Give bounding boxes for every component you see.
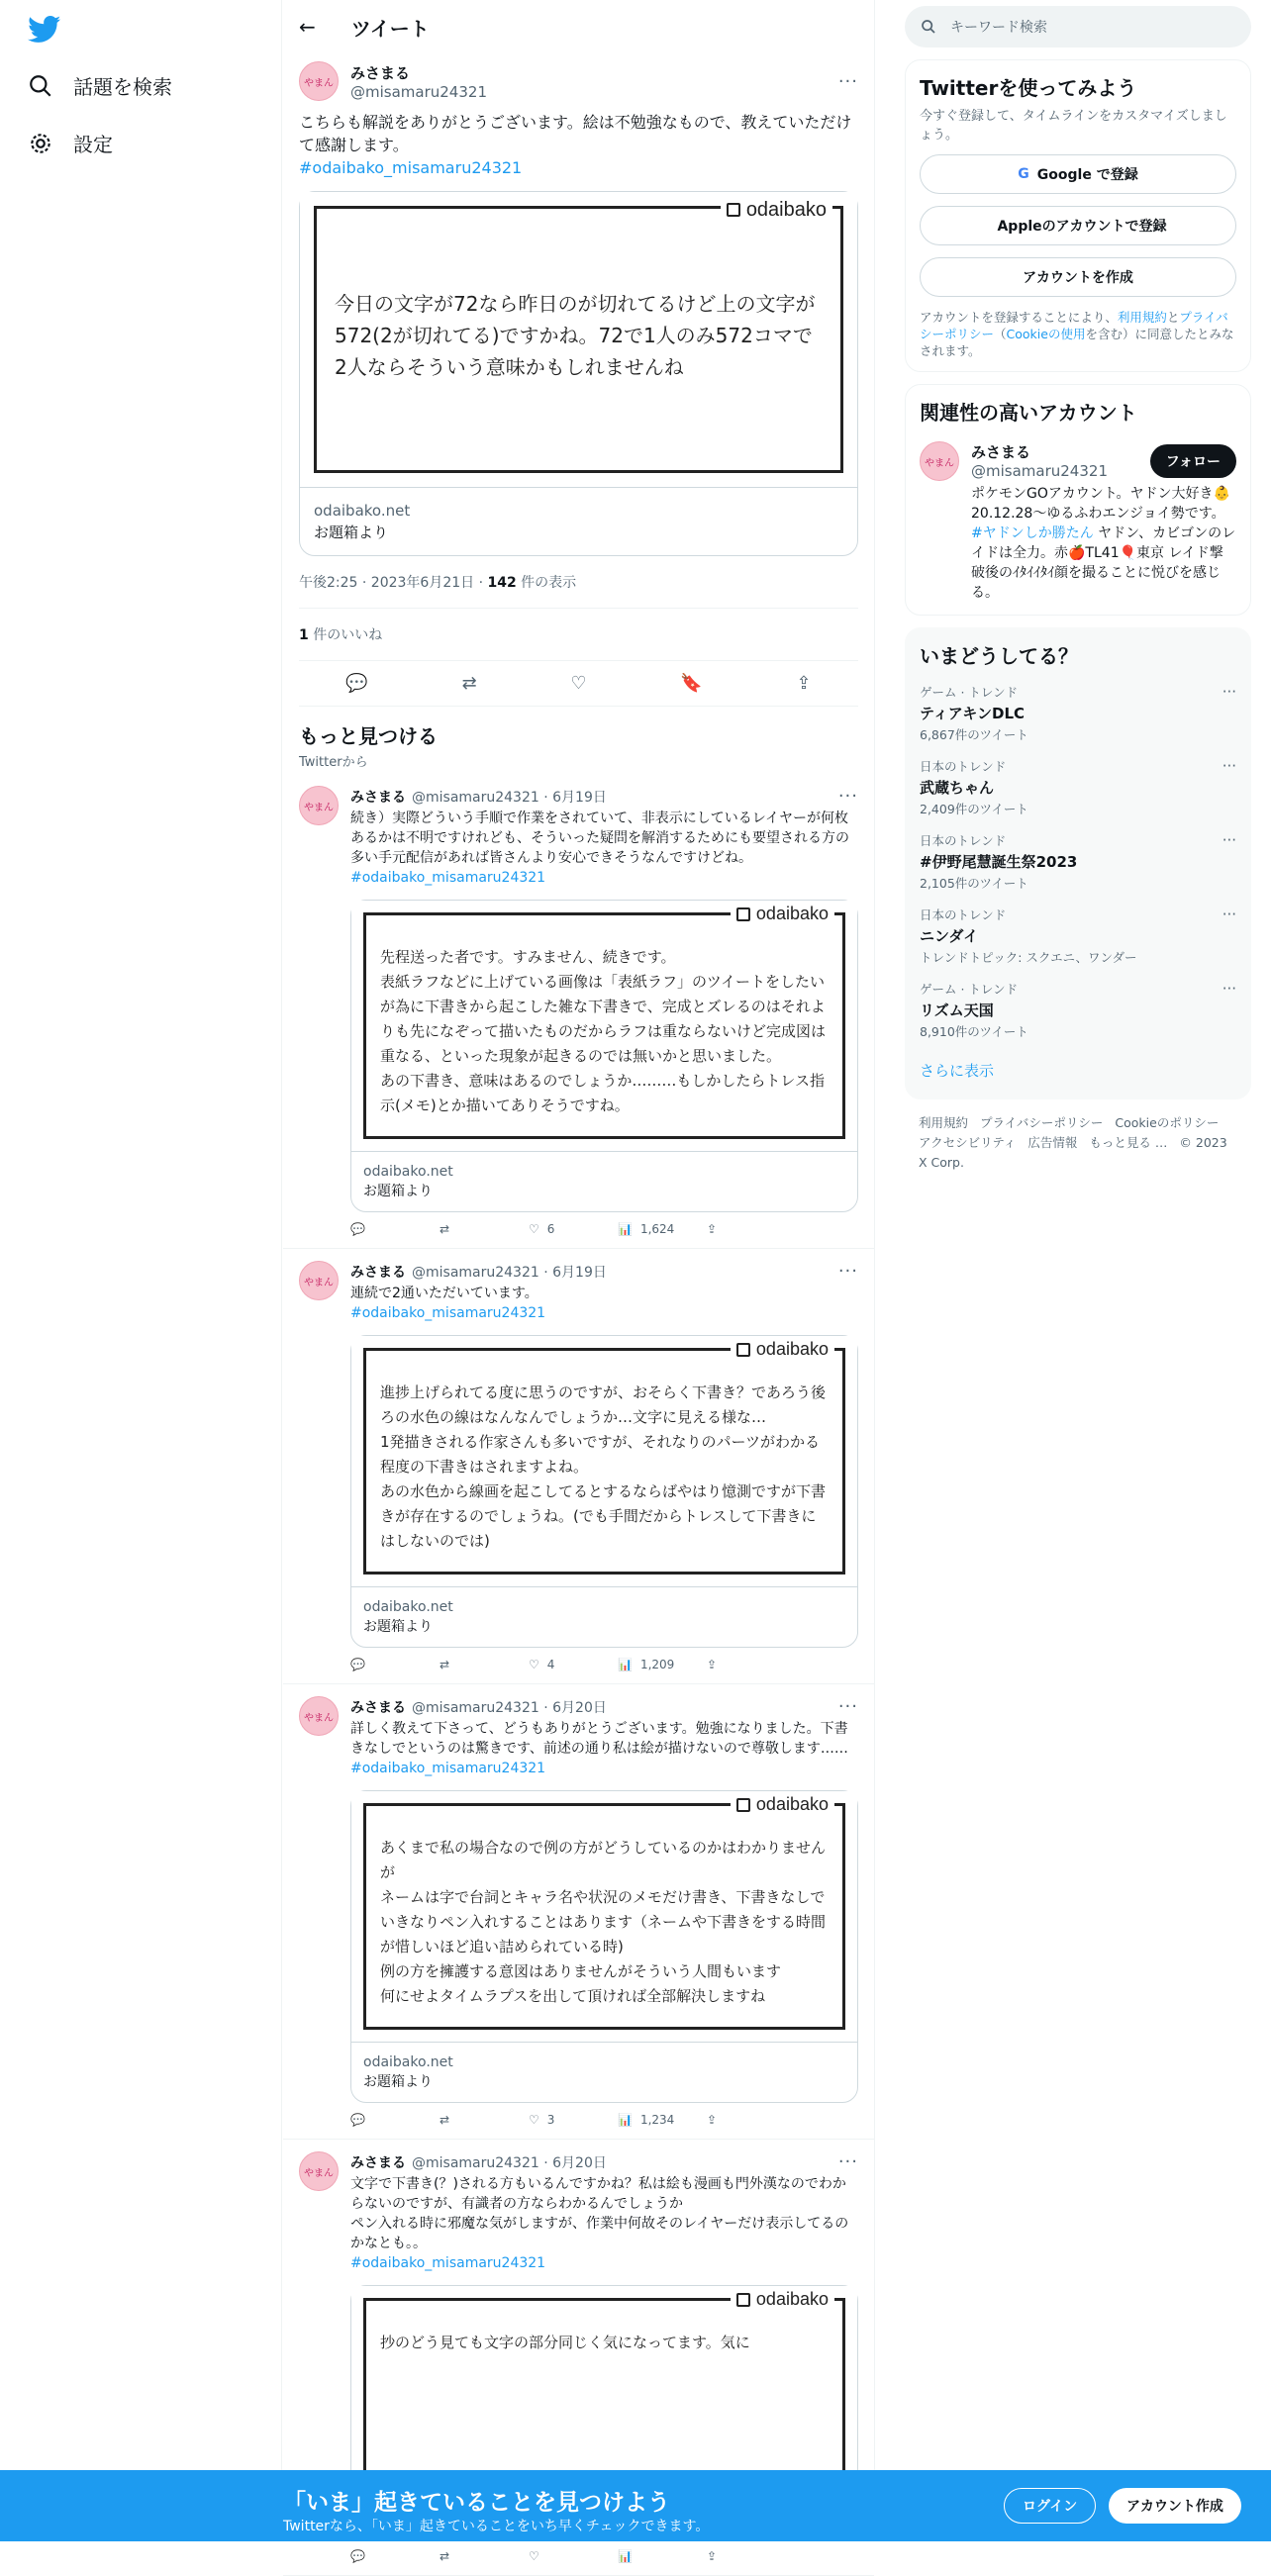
more-options-icon[interactable]: ···: [1222, 980, 1236, 998]
search-icon: [28, 73, 53, 99]
related-title: 関連性の高いアカウント: [920, 401, 1137, 425]
follow-button[interactable]: フォロー: [1150, 444, 1236, 478]
trend-name: #伊野尾慧誕生祭2023: [920, 853, 1078, 871]
like-count: 3: [546, 2113, 555, 2127]
trends-panel: [905, 627, 1251, 1099]
card-text: 先程送った者です。すみません、続きです。 表紙ラフなどに上げている画像は「表紙ラフ」のツイートをしたいが為に下書きから起こした雑な下書きで、完成とズレるのはそれよりも先になぞって描いたものだからラフは重ならないけど完成図は重なる、といった現象が起きるのでは無いかと思いました。 あの下書き、意味はあるのでしょうか………もしかしたらトレス指示(メモ)とか描いてありそうですね。: [380, 948, 827, 1114]
bio-part-2: ヤドン、カビゴンのレイドは全力。赤🍎TL41🎈東京 レイド撃破後のｲﾀｲｲﾀｲ顔を撮ることに悦びを感じる。: [971, 525, 1236, 601]
reply-button[interactable]: [350, 2113, 440, 2127]
tweet-body: 続き）実際どういう手順で作業をされていて、非表示にしているレイヤーが何枚あるかは不明ですけれども、そういった疑問を解消するためにも要望される方の多い手元配信があれば皆さんより安心できそうなんですけどね。: [350, 811, 849, 866]
more-options-icon[interactable]: ···: [1222, 757, 1236, 775]
card-title: お題箱より: [363, 1619, 433, 1635]
tweet-text: [350, 1719, 858, 1778]
odaibako-logo: [731, 1337, 834, 1362]
odaibako-logo-text: odaibako: [755, 2289, 829, 2309]
trend-name: ニンダイ: [920, 927, 979, 945]
google-signup-label: Google で登録: [1036, 167, 1138, 183]
like-count: 6: [546, 1222, 555, 1236]
retweet-button[interactable]: [440, 1658, 529, 1671]
share-icon: ⇪: [707, 1222, 718, 1236]
apple-signup-button[interactable]: [920, 206, 1236, 245]
show-more-link[interactable]: さらに表示: [920, 1062, 995, 1080]
like-icon[interactable]: ♡: [570, 673, 587, 694]
rel-bio: [971, 484, 1236, 603]
trend-item[interactable]: [920, 683, 1236, 743]
main-column: [283, 0, 875, 2563]
card-text: 今日の文字が72なら昨日のが切れてるけど上の文字が572(2が切れてる)ですかね。72で1人のみ572コマで2人ならそういう意味かもしれませんね: [335, 292, 816, 379]
card-domain: odaibako.net: [363, 1599, 453, 1615]
odaibako-logo: [731, 2287, 834, 2312]
author-name[interactable]: みさまる: [350, 1264, 406, 1281]
trend-name: ティアキンDLC: [920, 705, 1026, 722]
card-domain: odaibako.net: [363, 2054, 453, 2070]
timeline-tweet[interactable]: [283, 774, 874, 1249]
more-options-icon[interactable]: ···: [837, 1261, 858, 1282]
footer-link[interactable]: もっと見る …: [1089, 1135, 1168, 1150]
like-button[interactable]: [529, 2549, 618, 2563]
right-sidebar: [905, 0, 1251, 1187]
more-options-icon[interactable]: ···: [1222, 906, 1236, 923]
author-name[interactable]: みさまる: [350, 63, 411, 82]
legal-part-1: アカウントを登録することにより、: [920, 310, 1118, 325]
avatar[interactable]: やまん: [920, 441, 959, 481]
share-button[interactable]: [707, 1658, 796, 1671]
more-options-icon[interactable]: ···: [837, 2151, 858, 2172]
footer-link[interactable]: プライバシーポリシー: [980, 1115, 1104, 1130]
timeline-tweet[interactable]: [283, 1684, 874, 2140]
page-title: ツイート: [350, 16, 430, 41]
tweet-actions: [350, 1658, 858, 1671]
tweet-body: 詳しく教えて下さって、どうもありがとうございます。勉強になりました。下書きなしでというのは驚きです、前述の通り私は絵が描けないので尊敬します……: [350, 1721, 848, 1757]
odaibako-logo: [731, 902, 834, 926]
more-options-icon[interactable]: ···: [837, 1696, 858, 1717]
card-text: あくまで私の場合なので例の方がどうしているのかはわかりませんが ネームは字で台詞とキャラ名や状況のメモだけ書き、下書きなしでいきなりペン入れすることはあります（ネームや下書きをする時間が惜しいほど追い詰められている時) 例の方を擁護する意図はありませんがそういう人間もいます 何にせよタイムラプスを出して頂ければ全部解決しますね: [380, 1839, 827, 2005]
odaibako-logo: [731, 1792, 834, 1817]
odaibako-logo-text: odaibako: [755, 1794, 829, 1814]
share-icon[interactable]: ⇪: [796, 673, 812, 694]
trend-name: 武蔵ちゃん: [920, 779, 995, 797]
back-arrow-icon[interactable]: ←: [299, 15, 316, 39]
more-options-icon[interactable]: ···: [837, 786, 858, 807]
reply-button[interactable]: [350, 1658, 440, 1671]
retweet-icon: ⇄: [440, 2549, 450, 2563]
twitter-bird-icon[interactable]: [28, 16, 61, 44]
tweet-meta[interactable]: @misamaru24321 · 6月20日: [412, 1699, 607, 1716]
trend-category: 日本のトレンド: [920, 907, 1007, 922]
rel-handle[interactable]: @misamaru24321: [971, 462, 1108, 480]
trend-category: 日本のトレンド: [920, 833, 1007, 848]
card-domain: odaibako.net: [363, 1164, 453, 1180]
retweet-button[interactable]: [440, 2549, 529, 2563]
reply-button[interactable]: [350, 1222, 440, 1236]
footer-link[interactable]: Cookieのポリシー: [1115, 1115, 1220, 1130]
likes-label: 件のいいね: [308, 627, 383, 643]
footer-link[interactable]: © 2023 X Corp.: [919, 1135, 1227, 1170]
hashtag-link[interactable]: #odaibako_misamaru24321: [350, 870, 546, 886]
odaibako-box-icon: [736, 2293, 750, 2307]
card-text: 抄のどう見ても文字の部分同じく気になってます。気に: [380, 2334, 750, 2351]
tweet-list: [283, 774, 874, 2576]
signup-sub: 今すぐ登録して、タイムラインをカスタマイズしましょう。: [920, 109, 1227, 143]
trend-item[interactable]: [920, 831, 1236, 892]
trend-count: トレンドトピック: スクエニ、ワンダー: [920, 950, 1137, 965]
link-card[interactable]: [350, 1790, 858, 2103]
retweet-button[interactable]: [440, 1222, 529, 1236]
hashtag-link[interactable]: #odaibako_misamaru24321: [299, 158, 523, 177]
like-button[interactable]: [529, 1658, 618, 1671]
footer-link[interactable]: アクセシビリティ: [919, 1135, 1017, 1150]
odaibako-logo-text: odaibako: [755, 1339, 829, 1359]
views-button[interactable]: [618, 1222, 707, 1236]
tweet-text: [299, 111, 858, 179]
footer-links: [905, 1099, 1251, 1187]
hashtag-link[interactable]: #odaibako_misamaru24321: [350, 2255, 546, 2271]
cookie-link[interactable]: Cookieの使用: [1006, 327, 1086, 341]
views-icon: 📊: [618, 2113, 633, 2127]
retweet-icon[interactable]: ⇄: [461, 673, 477, 694]
trend-count: 2,409件のツイート: [920, 802, 1028, 816]
trends-title: いまどうしてる？: [920, 644, 1078, 668]
rel-name[interactable]: みさまる: [971, 443, 1031, 461]
tweet-meta: [299, 556, 858, 609]
retweet-icon: ⇄: [440, 2113, 450, 2127]
related-accounts-panel: [905, 384, 1251, 616]
nav-settings[interactable]: [28, 129, 113, 157]
tweet-actions: [350, 2113, 858, 2127]
trend-count: 2,105件のツイート: [920, 876, 1028, 891]
author-name[interactable]: みさまる: [350, 789, 406, 806]
views-label: 件の表示: [516, 575, 577, 591]
more-options-icon[interactable]: ···: [1222, 831, 1236, 849]
share-icon: ⇪: [707, 2113, 718, 2127]
like-icon: ♡: [529, 1222, 539, 1236]
tweet-body: 連続で2通いただいています。: [350, 1286, 538, 1301]
search-input[interactable]: キーワード検索: [950, 20, 1047, 36]
tweet-text: [350, 809, 858, 888]
signup-panel: [905, 59, 1251, 372]
card-title: お題箱より: [363, 1184, 433, 1199]
tweet-text: [350, 1284, 858, 1323]
views-button[interactable]: [618, 1658, 707, 1671]
card-footer: [351, 2042, 857, 2102]
tweet-actions: [350, 2549, 858, 2563]
odaibako-logo-text: odaibako: [745, 199, 827, 221]
reply-icon: 💬: [350, 1658, 365, 1671]
like-count: 4: [546, 1658, 555, 1671]
card-image: [351, 901, 857, 1151]
tweet-actions: [299, 661, 858, 707]
avatar[interactable]: やまん: [299, 1696, 339, 1736]
google-g-icon: G: [1018, 166, 1029, 182]
legal-part-4: を含む）に同意したとみなされます。: [920, 327, 1234, 358]
link-card[interactable]: [350, 1335, 858, 1648]
banner-sub: Twitterなら、「いま」起きていることをいち早くチェックできます。: [283, 2519, 710, 2534]
share-button[interactable]: [707, 2113, 796, 2127]
nav-explore[interactable]: [28, 71, 172, 100]
views-count: 142: [487, 575, 517, 591]
tweet-meta[interactable]: @misamaru24321 · 6月20日: [412, 2154, 607, 2171]
signup-banner: [0, 2470, 1271, 2541]
tweet-text: [350, 2174, 858, 2273]
retweet-button[interactable]: [440, 2113, 529, 2127]
apple-signup-label: Appleのアカウントで登録: [997, 219, 1167, 235]
trend-category: ゲーム · トレンド: [920, 685, 1019, 700]
card-title: お題箱より: [363, 2074, 433, 2090]
author-name[interactable]: みさまる: [350, 1699, 406, 1716]
trend-name: リズム天国: [920, 1002, 994, 1019]
terms-link[interactable]: 利用規約: [1117, 310, 1167, 325]
bio-part-1: ポケモンGOアカウント。ヤドン大好き👶 20.12.28〜ゆるふわエンジョイ勢です。: [971, 486, 1230, 522]
tweet-body: 文字で下書き(？)される方もいるんですかね？私は絵も漫画も門外漢なのでわからないのですが、有識者の方ならわかるんでしょうか ペン入れる時に邪魔な気がしますが、作業中何故そのレイヤーだけ表示してるのかなとも。。: [350, 2176, 849, 2251]
views-count: 1,209: [639, 1658, 675, 1671]
odaibako-box: [314, 199, 843, 473]
avatar[interactable]: やまん: [299, 2151, 339, 2191]
retweet-icon: ⇄: [440, 1658, 450, 1671]
card-footer: [351, 1151, 857, 1211]
section-sub: Twitterから: [299, 755, 368, 770]
like-icon: ♡: [529, 1658, 539, 1671]
bookmark-icon[interactable]: 🔖: [680, 673, 703, 694]
left-nav: [0, 0, 282, 2541]
legal-text: [920, 309, 1236, 359]
banner-title: 「いま」起きていることを見つけよう: [283, 2490, 670, 2516]
related-account[interactable]: [920, 441, 1236, 603]
tweet-body: こちらも解説をありがとうございます。絵は不勉強なもので、教えていただけて感謝します。: [299, 113, 852, 154]
odaibako-logo-text: odaibako: [755, 904, 829, 923]
hashtag-link[interactable]: #odaibako_misamaru24321: [350, 1305, 546, 1321]
share-button[interactable]: [707, 2549, 796, 2563]
like-icon: ♡: [529, 2113, 539, 2127]
reply-icon: 💬: [350, 2113, 365, 2127]
views-count: 1,624: [639, 1222, 675, 1236]
legal-part-3: （: [994, 327, 1007, 341]
likes-count: 1: [299, 627, 309, 643]
trend-count: 8,910件のツイート: [920, 1024, 1028, 1039]
like-button[interactable]: [529, 1222, 618, 1236]
page-header: [283, 0, 874, 53]
more-options-icon[interactable]: ···: [837, 70, 858, 92]
nav-explore-label: 話題を検索: [73, 75, 172, 99]
signup-title: Twitterを使ってみよう: [920, 76, 1137, 100]
create-account-button[interactable]: アカウントを作成: [920, 257, 1236, 297]
views-button[interactable]: [618, 2113, 707, 2127]
signup-button[interactable]: アカウント作成: [1109, 2488, 1241, 2524]
avatar[interactable]: やまん: [299, 1261, 339, 1300]
link-card[interactable]: [299, 191, 858, 556]
link-card[interactable]: [350, 900, 858, 1212]
author-name[interactable]: みさまる: [350, 2154, 406, 2171]
timeline-tweet[interactable]: [283, 1249, 874, 1684]
card-image: [300, 192, 857, 487]
more-to-explore: [283, 707, 874, 774]
views-button[interactable]: [618, 2549, 707, 2563]
privacy-link[interactable]: プライバシーポリシー: [920, 310, 1228, 341]
author-handle[interactable]: @misamaru24321: [350, 82, 487, 101]
like-button[interactable]: [529, 2113, 618, 2127]
card-footer: [300, 487, 857, 555]
card-image: [351, 1336, 857, 1586]
odaibako-box-icon: [736, 1798, 750, 1812]
tweet-meta[interactable]: @misamaru24321 · 6月19日: [412, 789, 607, 806]
login-button[interactable]: ログイン: [1004, 2488, 1096, 2524]
views-icon: 📊: [618, 2549, 633, 2563]
odaibako-box: [363, 1794, 845, 2030]
card-footer: [351, 1586, 857, 1647]
odaibako-box-icon: [736, 1343, 750, 1357]
reply-icon[interactable]: 💬: [345, 673, 368, 694]
share-button[interactable]: [707, 1222, 796, 1236]
search-box[interactable]: [905, 6, 1251, 48]
card-title: お題箱より: [314, 524, 389, 541]
reply-icon: 💬: [350, 1222, 365, 1236]
card-text: 進捗上げられてる度に思うのですが、おそらく下書き？であろう後ろの水色の線はなんなんでしょうか…文字に見える様な… 1発描きされる作家さんも多いですが、それなりのパーツがわかる程度の下書きはされますよね。 あの水色から線画を起こしてるとするならばやはり憶測ですが下書きが存在するのでしょうね。(でも手間だからトレスして下書きにはしないのでは): [380, 1383, 827, 1550]
odaibako-box: [363, 904, 845, 1139]
tweet-actions: [350, 1222, 858, 1236]
tweet-time[interactable]: 午後2:25 · 2023年6月21日 ·: [299, 575, 488, 591]
hashtag-link[interactable]: #odaibako_misamaru24321: [350, 1761, 546, 1776]
more-options-icon[interactable]: ···: [1222, 683, 1236, 701]
avatar[interactable]: やまん: [299, 61, 339, 101]
odaibako-box-icon: [727, 203, 740, 217]
bio-hashtag[interactable]: #ヤドンしか勝たん: [971, 525, 1094, 541]
nav-settings-label: 設定: [73, 133, 113, 156]
likes-summary[interactable]: [299, 609, 858, 661]
search-icon: [921, 19, 936, 35]
footer-link[interactable]: 広告情報: [1027, 1135, 1078, 1150]
card-domain: odaibako.net: [314, 502, 411, 520]
share-icon: ⇪: [707, 1658, 718, 1671]
trend-item[interactable]: [920, 757, 1236, 817]
tweet-meta[interactable]: @misamaru24321 · 6月19日: [412, 1264, 607, 1281]
trend-item[interactable]: [920, 906, 1236, 966]
gear-icon: [28, 131, 53, 156]
section-title: もっと見つける: [299, 724, 438, 748]
focused-tweet: [283, 53, 874, 707]
reply-icon: 💬: [350, 2549, 365, 2563]
trends-list: [920, 683, 1236, 1040]
like-icon: ♡: [529, 2549, 539, 2563]
trend-category: ゲーム · トレンド: [920, 982, 1019, 997]
views-icon: 📊: [618, 1222, 633, 1236]
trend-count: 6,867件のツイート: [920, 727, 1028, 742]
odaibako-logo: [721, 195, 832, 225]
card-image: [351, 1791, 857, 2042]
odaibako-box: [363, 1339, 845, 1574]
retweet-icon: ⇄: [440, 1222, 450, 1236]
avatar[interactable]: やまん: [299, 786, 339, 825]
views-icon: 📊: [618, 1658, 633, 1671]
google-signup-button[interactable]: [920, 154, 1236, 194]
trend-item[interactable]: [920, 980, 1236, 1040]
reply-button[interactable]: [350, 2549, 440, 2563]
legal-part-2: と: [1166, 310, 1180, 325]
odaibako-box-icon: [736, 907, 750, 921]
views-count: 1,234: [639, 2113, 675, 2127]
footer-link[interactable]: 利用規約: [919, 1115, 969, 1130]
share-icon: ⇪: [707, 2549, 718, 2563]
trend-category: 日本のトレンド: [920, 759, 1007, 774]
